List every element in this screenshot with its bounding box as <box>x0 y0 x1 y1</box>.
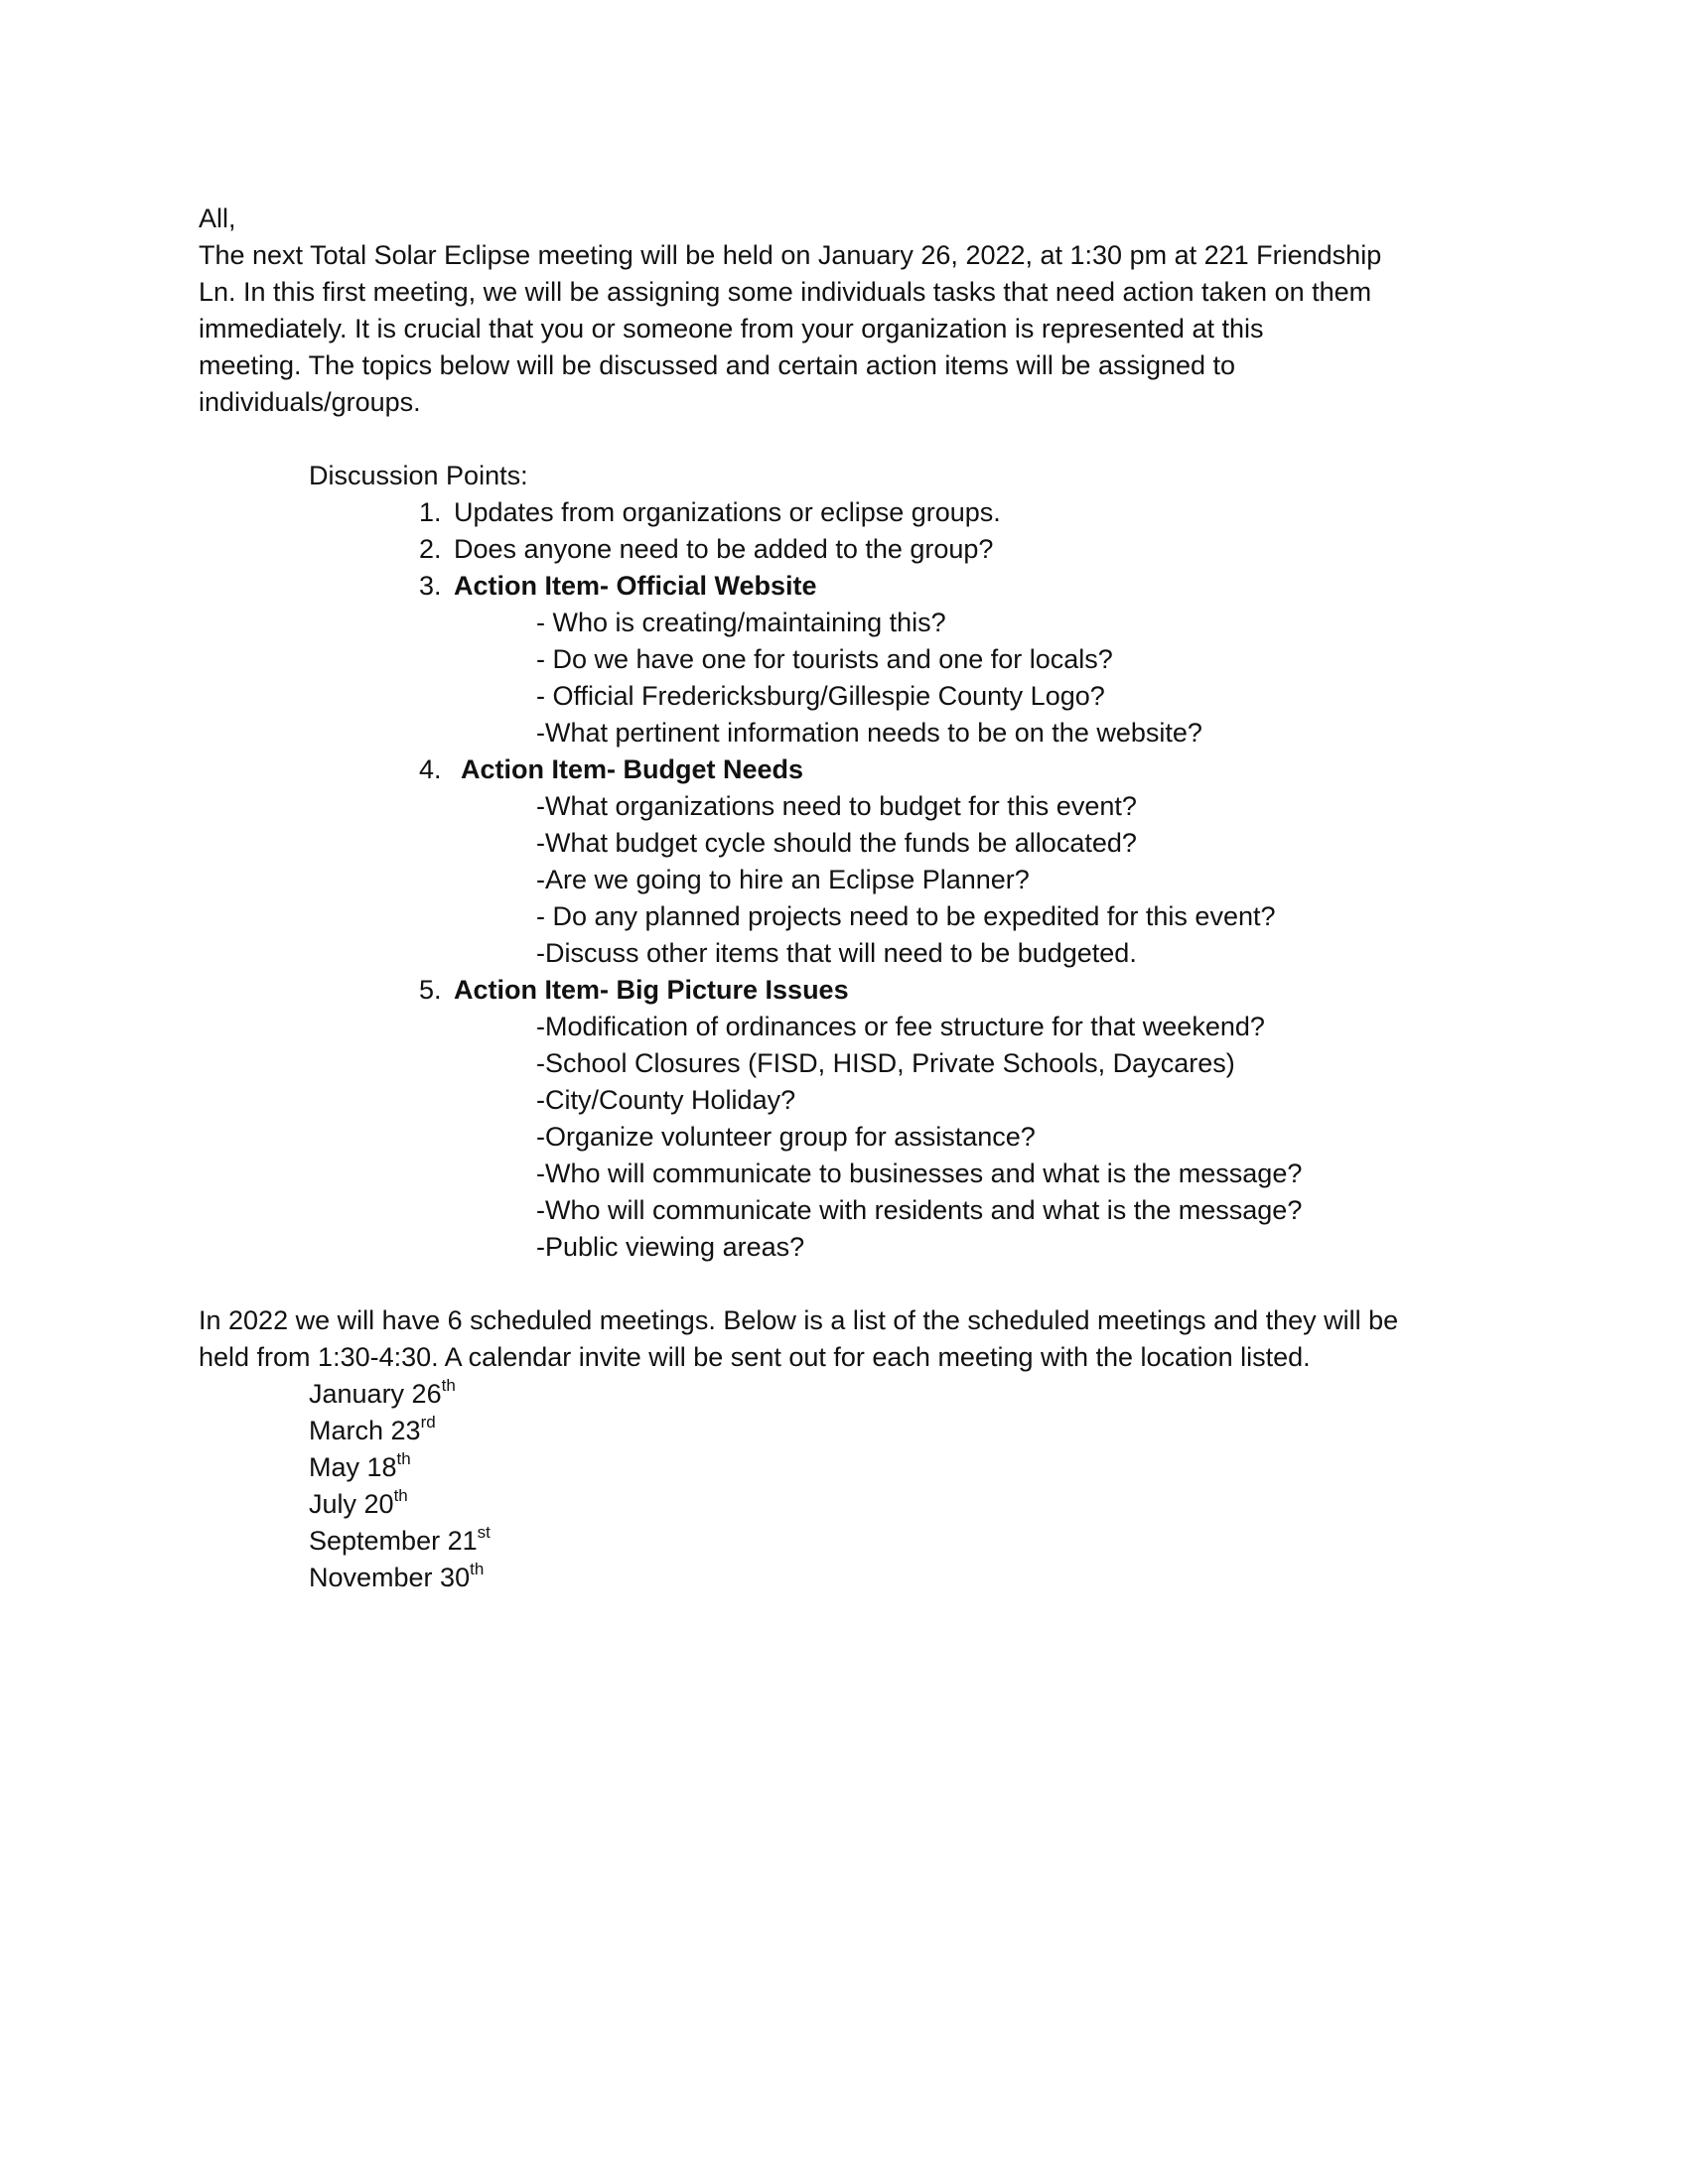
meeting-date-text: July 20 <box>309 1489 394 1519</box>
meeting-date <box>199 1560 1489 1596</box>
schedule-line: held from 1:30-4:30. A calendar invite will be sent out for each meeting with the location listed. <box>199 1342 1311 1372</box>
point-text: Updates from organizations or eclipse groups. <box>454 497 1001 527</box>
point-number: 3. <box>419 571 442 601</box>
budget-subitem: -What budget cycle should the funds be allocated? <box>536 828 1137 858</box>
meeting-date-text: November 30 <box>309 1563 471 1592</box>
budget-subitems <box>199 788 1489 972</box>
budget-subitem: -What organizations need to budget for this event? <box>536 791 1137 821</box>
discussion-list <box>199 494 1489 1266</box>
point-number: 5. <box>419 975 442 1005</box>
ordinal-suffix: rd <box>420 1413 436 1432</box>
schedule-paragraph <box>199 1302 1489 1376</box>
ordinal-suffix: th <box>396 1449 411 1468</box>
website-subitem: - Who is creating/maintaining this? <box>536 608 946 637</box>
meeting-date <box>199 1523 1489 1560</box>
meeting-date <box>199 1486 1489 1523</box>
meeting-date-text: January 26 <box>309 1379 442 1409</box>
discussion-point-5 <box>199 972 1489 1009</box>
budget-subitem: -Discuss other items that will need to be budgeted. <box>536 938 1137 968</box>
big-picture-subitem: -School Closures (FISD, HISD, Private Schools, Daycares) <box>536 1048 1235 1078</box>
action-item-big-picture-title: Action Item- Big Picture Issues <box>454 975 849 1005</box>
meeting-date <box>199 1376 1489 1413</box>
point-number: 4. <box>419 754 442 784</box>
website-subitem: -What pertinent information needs to be on the website? <box>536 718 1202 748</box>
website-subitems <box>199 605 1489 751</box>
budget-subitem: - Do any planned projects need to be expedited for this event? <box>536 901 1276 931</box>
intro-line: immediately. It is crucial that you or someone from your organization is represented at this <box>199 314 1264 343</box>
discussion-point-3 <box>199 568 1489 605</box>
point-number: 2. <box>419 534 442 564</box>
discussion-heading: Discussion Points: <box>309 461 528 490</box>
salutation: All, <box>199 204 236 233</box>
action-item-website-title: Action Item- Official Website <box>454 571 817 601</box>
intro-line: Ln. In this first meeting, we will be assigning some individuals tasks that need action taken on them <box>199 277 1372 307</box>
meeting-date <box>199 1413 1489 1449</box>
website-subitem: - Do we have one for tourists and one for locals? <box>536 644 1113 674</box>
meeting-dates-list <box>199 1376 1489 1596</box>
discussion-point-4 <box>199 751 1489 788</box>
intro-paragraph <box>199 237 1489 421</box>
website-subitem: - Official Fredericksburg/Gillespie County Logo? <box>536 681 1105 711</box>
meeting-date-text: September 21 <box>309 1526 478 1556</box>
memo-body <box>199 201 1489 1596</box>
big-picture-subitem: -Who will communicate to businesses and what is the message? <box>536 1159 1303 1188</box>
intro-line: The next Total Solar Eclipse meeting will be held on January 26, 2022, at 1:30 pm at 221 Friendship <box>199 240 1382 270</box>
big-picture-subitems <box>199 1009 1489 1266</box>
meeting-date-text: March 23 <box>309 1416 421 1445</box>
ordinal-suffix: th <box>470 1560 485 1578</box>
big-picture-subitem: -City/County Holiday? <box>536 1085 796 1115</box>
meeting-date-text: May 18 <box>309 1452 397 1482</box>
point-text: Does anyone need to be added to the group? <box>454 534 994 564</box>
discussion-point-2 <box>199 531 1489 568</box>
intro-line: individuals/groups. <box>199 387 421 417</box>
ordinal-suffix: th <box>393 1486 408 1505</box>
point-number: 1. <box>419 497 442 527</box>
budget-subitem: -Are we going to hire an Eclipse Planner? <box>536 865 1030 894</box>
intro-line: meeting. The topics below will be discussed and certain action items will be assigned to <box>199 350 1236 380</box>
big-picture-subitem: -Public viewing areas? <box>536 1232 805 1262</box>
big-picture-subitem: -Modification of ordinances or fee structure for that weekend? <box>536 1012 1265 1041</box>
big-picture-subitem: -Organize volunteer group for assistance? <box>536 1122 1036 1152</box>
ordinal-suffix: st <box>477 1523 491 1542</box>
action-item-budget-title: Action Item- Budget Needs <box>461 754 804 784</box>
ordinal-suffix: th <box>441 1376 456 1395</box>
meeting-date <box>199 1449 1489 1486</box>
discussion-point-1 <box>199 494 1489 531</box>
big-picture-subitem: -Who will communicate with residents and what is the message? <box>536 1195 1303 1225</box>
schedule-line: In 2022 we will have 6 scheduled meetings. Below is a list of the scheduled meetings and they will be <box>199 1305 1399 1335</box>
